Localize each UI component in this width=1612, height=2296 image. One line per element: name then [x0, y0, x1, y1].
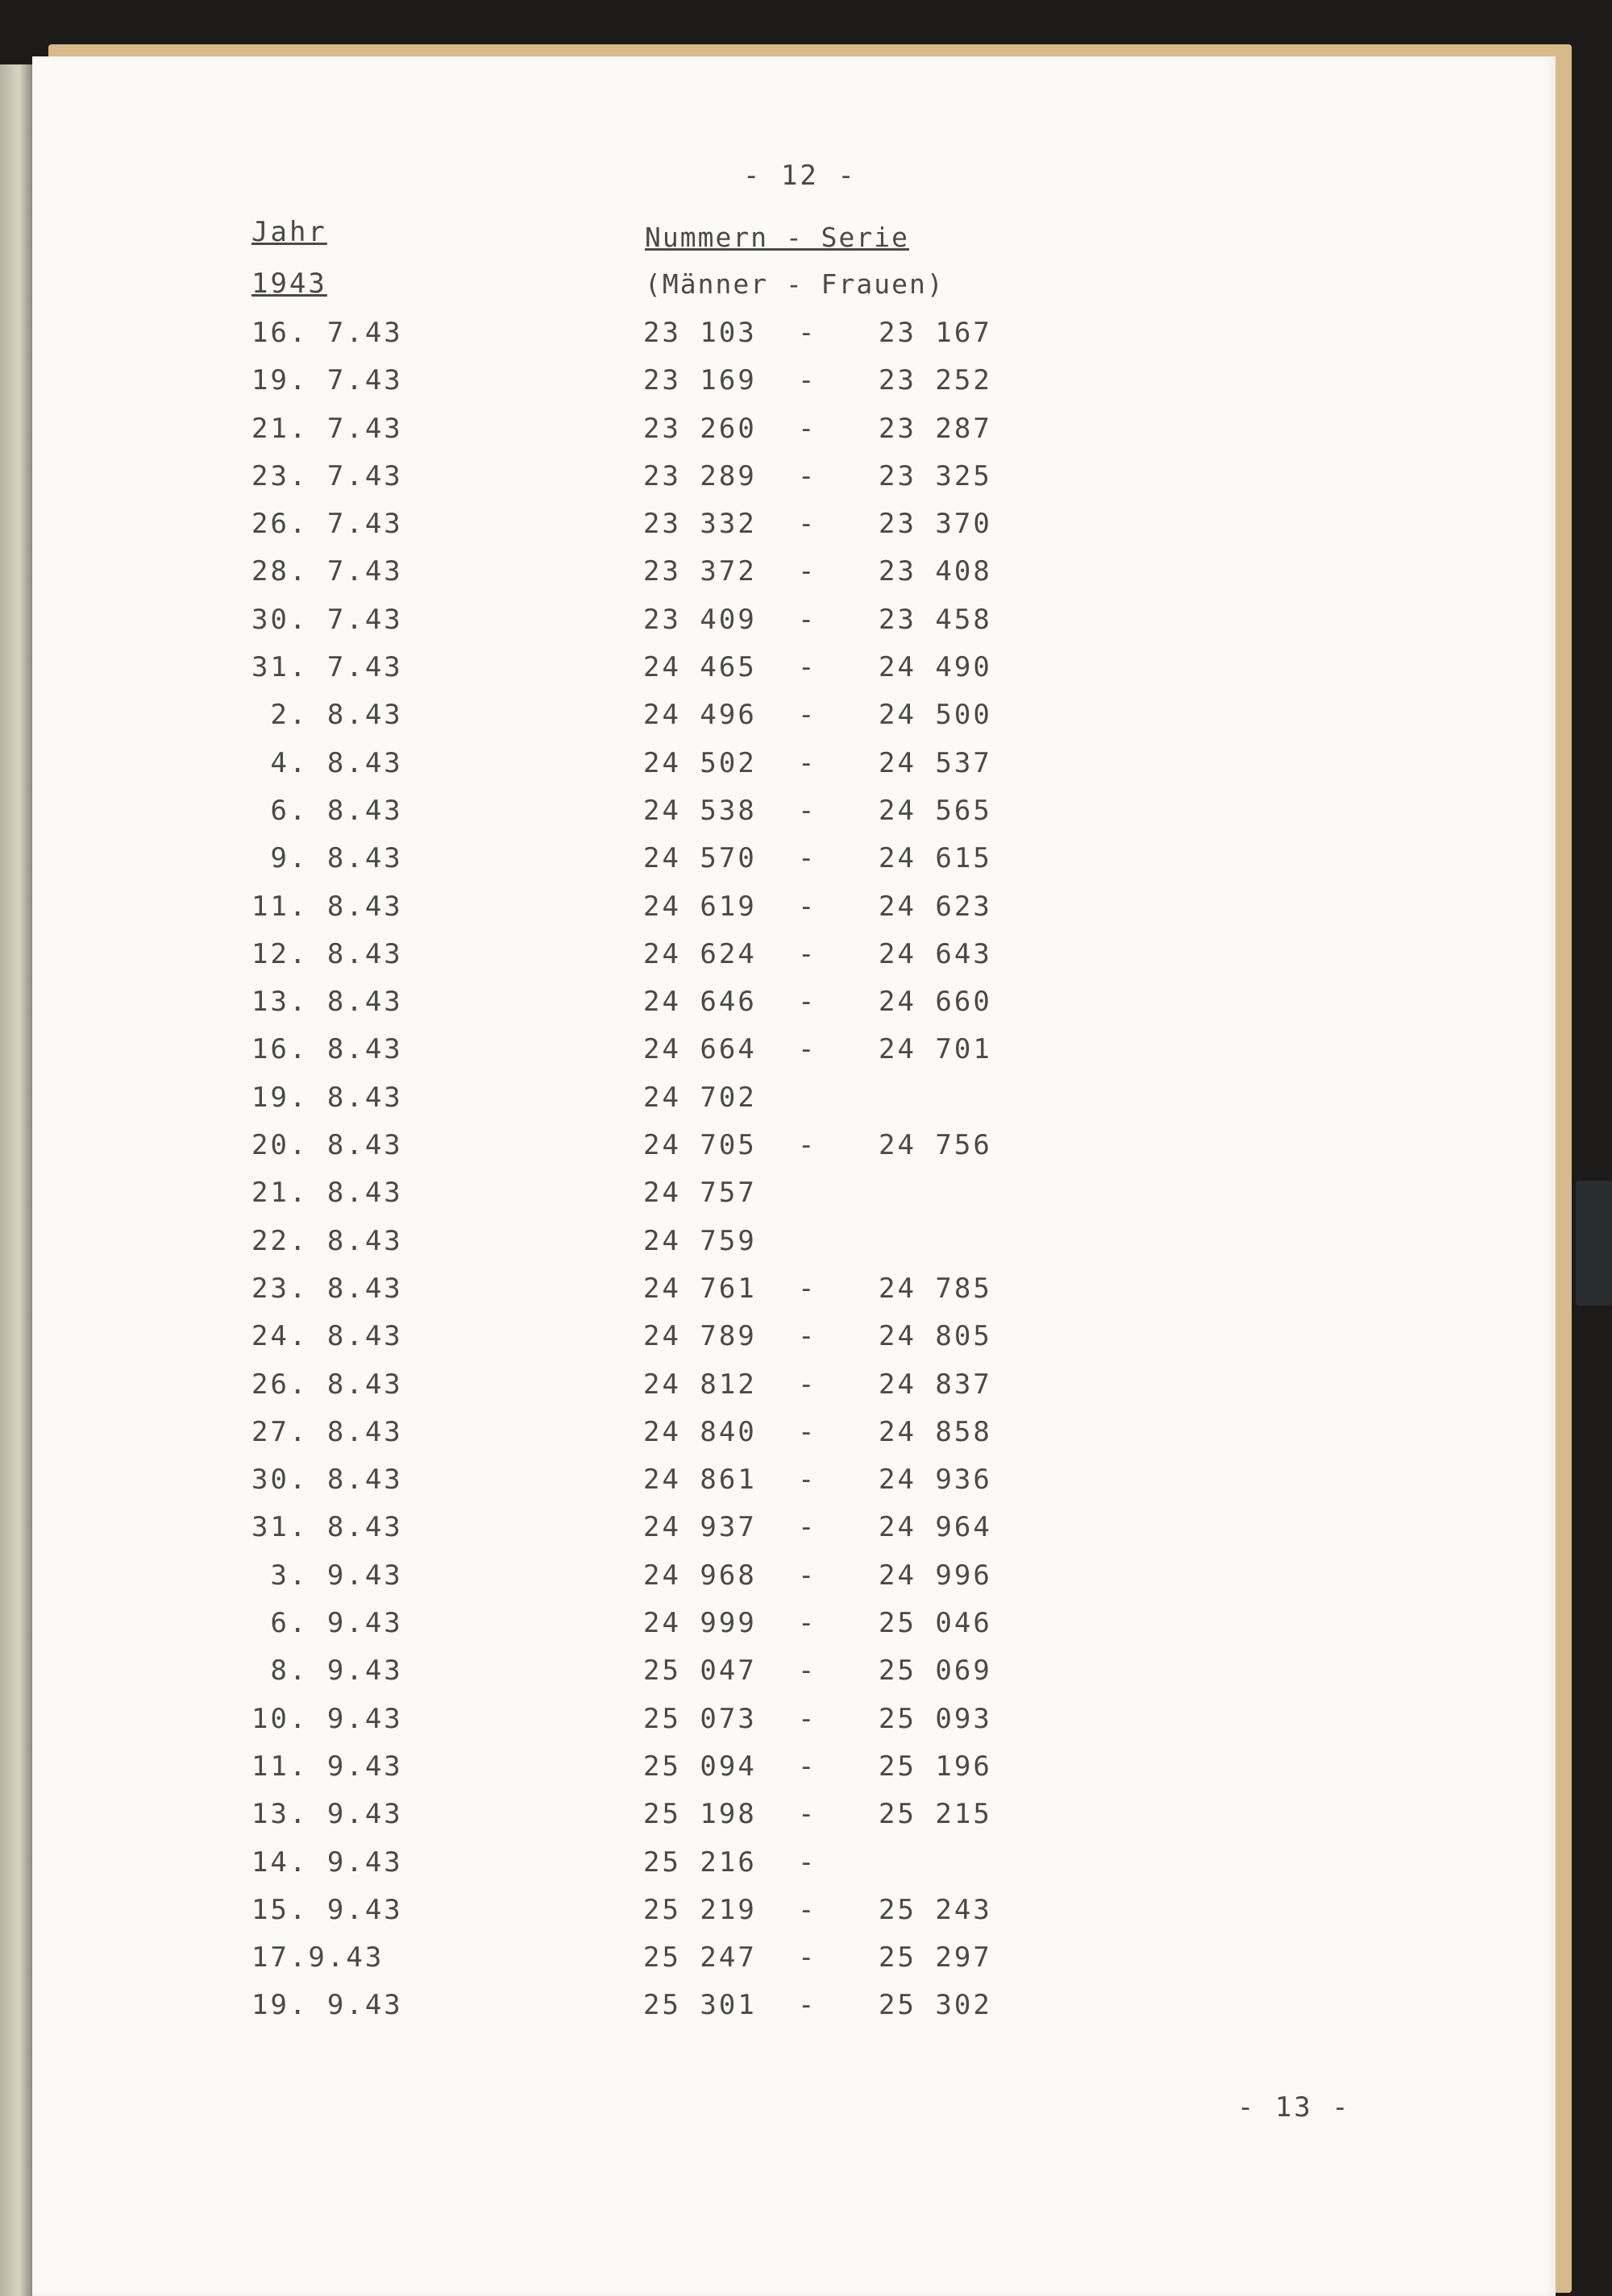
table-row [0, 1033, 1209, 1081]
row-to-number: 24 996 [879, 1559, 992, 1592]
row-date: 20. 8.43 [251, 1129, 403, 1162]
table-row [0, 460, 1209, 508]
row-to-number: 23 167 [879, 317, 992, 349]
row-dash: - [798, 1368, 817, 1401]
row-to-number: 24 805 [879, 1320, 992, 1353]
row-dash: - [798, 699, 817, 732]
row-date: 8. 9.43 [251, 1655, 403, 1688]
row-dash: - [798, 1989, 817, 2022]
row-date: 27. 8.43 [251, 1415, 403, 1448]
row-to-number: 25 243 [879, 1893, 992, 1926]
row-from-number: 24 646 [643, 986, 757, 1019]
table-row [0, 1989, 1209, 2037]
row-dash: - [798, 890, 817, 923]
row-date: 30. 7.43 [251, 603, 403, 636]
row-date: 6. 8.43 [251, 794, 403, 827]
row-from-number: 25 219 [643, 1893, 757, 1926]
row-to-number: 23 408 [879, 555, 992, 588]
binder-tab [1576, 1181, 1612, 1306]
number-series-table [0, 317, 1209, 2037]
table-row [0, 1703, 1209, 1750]
row-date: 11. 9.43 [251, 1750, 403, 1783]
page-number: - 12 - [743, 160, 857, 192]
table-row [0, 795, 1209, 842]
row-to-number: 24 537 [879, 746, 992, 779]
row-to-number: 24 565 [879, 794, 992, 827]
table-row [0, 1607, 1209, 1655]
row-from-number: 24 705 [643, 1129, 757, 1162]
series-subheader: (Männer - Frauen) [645, 268, 945, 300]
row-date: 12. 8.43 [251, 937, 403, 970]
row-dash: - [798, 1464, 817, 1497]
row-from-number: 25 047 [643, 1655, 757, 1688]
row-from-number: 24 861 [643, 1464, 757, 1497]
year-label: 1943 [251, 268, 327, 300]
table-row [0, 1798, 1209, 1846]
row-date: 10. 9.43 [251, 1702, 403, 1735]
row-from-number: 25 073 [643, 1702, 757, 1735]
row-from-number: 23 332 [643, 508, 757, 541]
row-date: 19. 9.43 [251, 1989, 403, 2022]
row-to-number: 24 837 [879, 1368, 992, 1401]
row-to-number: 25 297 [879, 1941, 992, 1974]
row-from-number: 25 216 [643, 1846, 757, 1879]
row-from-number: 25 247 [643, 1941, 757, 1974]
row-to-number: 23 325 [879, 459, 992, 492]
row-from-number: 24 664 [643, 1033, 757, 1066]
table-row [0, 1368, 1209, 1416]
row-dash: - [798, 1893, 817, 1926]
row-to-number: 24 936 [879, 1464, 992, 1497]
row-to-number: 23 252 [879, 364, 992, 397]
row-date: 26. 8.43 [251, 1368, 403, 1401]
row-to-number: 24 785 [879, 1272, 992, 1305]
year-column-header: Jahr [251, 216, 327, 248]
row-dash: - [798, 1320, 817, 1353]
row-dash: - [798, 1033, 817, 1066]
row-date: 21. 7.43 [251, 412, 403, 445]
row-from-number: 24 465 [643, 651, 757, 684]
table-row [0, 1941, 1209, 1989]
table-row [0, 1894, 1209, 1941]
table-row [0, 1177, 1209, 1224]
row-dash: - [798, 1941, 817, 1974]
row-to-number: 23 287 [879, 412, 992, 445]
table-row [0, 1655, 1209, 1702]
row-date: 15. 9.43 [251, 1893, 403, 1926]
table-row [0, 1511, 1209, 1559]
row-from-number: 24 759 [643, 1224, 757, 1257]
row-dash: - [798, 1798, 817, 1831]
row-dash: - [798, 317, 817, 349]
row-date: 19. 7.43 [251, 364, 403, 397]
row-date: 3. 9.43 [251, 1559, 403, 1592]
row-from-number: 23 260 [643, 412, 757, 445]
table-row [0, 1320, 1209, 1368]
row-date: 22. 8.43 [251, 1224, 403, 1257]
table-row [0, 747, 1209, 795]
table-row [0, 891, 1209, 938]
row-to-number: 25 093 [879, 1702, 992, 1735]
row-date: 19. 8.43 [251, 1081, 403, 1114]
row-date: 26. 7.43 [251, 508, 403, 541]
table-row [0, 1750, 1209, 1798]
row-to-number: 24 500 [879, 699, 992, 732]
table-row [0, 1464, 1209, 1511]
row-from-number: 23 372 [643, 555, 757, 588]
row-to-number: 23 370 [879, 508, 992, 541]
row-date: 16. 8.43 [251, 1033, 403, 1066]
table-row [0, 986, 1209, 1033]
row-date: 9. 8.43 [251, 842, 403, 875]
row-from-number: 24 538 [643, 794, 757, 827]
series-column-header: Nummern - Serie [645, 222, 910, 253]
table-row [0, 1082, 1209, 1129]
row-from-number: 25 301 [643, 1989, 757, 2022]
row-from-number: 23 409 [643, 603, 757, 636]
row-dash: - [798, 1415, 817, 1448]
row-to-number: 24 623 [879, 890, 992, 923]
row-date: 11. 8.43 [251, 890, 403, 923]
row-from-number: 24 570 [643, 842, 757, 875]
row-date: 23. 8.43 [251, 1272, 403, 1305]
table-row [0, 1273, 1209, 1320]
row-from-number: 24 496 [643, 699, 757, 732]
row-dash: - [798, 412, 817, 445]
table-row [0, 555, 1209, 603]
table-row [0, 1846, 1209, 1894]
row-date: 16. 7.43 [251, 317, 403, 349]
row-from-number: 24 840 [643, 1415, 757, 1448]
row-to-number: 24 643 [879, 937, 992, 970]
row-date: 6. 9.43 [251, 1607, 403, 1640]
row-to-number: 25 069 [879, 1655, 992, 1688]
row-date: 21. 8.43 [251, 1177, 403, 1210]
table-row [0, 604, 1209, 651]
row-from-number: 25 094 [643, 1750, 757, 1783]
row-to-number: 24 701 [879, 1033, 992, 1066]
row-date: 31. 8.43 [251, 1511, 403, 1544]
row-to-number: 24 660 [879, 986, 992, 1019]
table-row [0, 508, 1209, 555]
row-to-number: 25 302 [879, 1989, 992, 2022]
row-dash: - [798, 364, 817, 397]
table-row [0, 1225, 1209, 1273]
table-row [0, 1559, 1209, 1607]
table-row [0, 938, 1209, 986]
row-from-number: 24 999 [643, 1607, 757, 1640]
row-date: 17.9.43 [251, 1941, 384, 1974]
row-date: 2. 8.43 [251, 699, 403, 732]
row-date: 13. 8.43 [251, 986, 403, 1019]
row-dash: - [798, 842, 817, 875]
row-to-number: 24 490 [879, 651, 992, 684]
row-to-number: 25 046 [879, 1607, 992, 1640]
row-date: 4. 8.43 [251, 746, 403, 779]
row-dash: - [798, 603, 817, 636]
row-from-number: 24 968 [643, 1559, 757, 1592]
table-row [0, 1129, 1209, 1177]
row-date: 13. 9.43 [251, 1798, 403, 1831]
row-from-number: 25 198 [643, 1798, 757, 1831]
row-date: 30. 8.43 [251, 1464, 403, 1497]
row-date: 23. 7.43 [251, 459, 403, 492]
row-to-number: 25 196 [879, 1750, 992, 1783]
row-dash: - [798, 1702, 817, 1735]
row-dash: - [798, 937, 817, 970]
table-row [0, 317, 1209, 364]
row-dash: - [798, 651, 817, 684]
row-dash: - [798, 1846, 817, 1879]
row-dash: - [798, 459, 817, 492]
row-from-number: 24 761 [643, 1272, 757, 1305]
table-row [0, 651, 1209, 699]
row-from-number: 24 789 [643, 1320, 757, 1353]
row-dash: - [798, 1272, 817, 1305]
table-row [0, 1416, 1209, 1464]
table-row [0, 699, 1209, 746]
row-dash: - [798, 555, 817, 588]
row-dash: - [798, 1750, 817, 1783]
row-dash: - [798, 794, 817, 827]
row-from-number: 24 937 [643, 1511, 757, 1544]
row-from-number: 23 103 [643, 317, 757, 349]
row-to-number: 24 964 [879, 1511, 992, 1544]
row-to-number: 24 615 [879, 842, 992, 875]
row-dash: - [798, 746, 817, 779]
row-to-number: 24 858 [879, 1415, 992, 1448]
table-row [0, 413, 1209, 460]
row-dash: - [798, 508, 817, 541]
next-page-number: - 13 - [1237, 2091, 1351, 2124]
row-from-number: 23 169 [643, 364, 757, 397]
row-from-number: 23 289 [643, 459, 757, 492]
row-dash: - [798, 1559, 817, 1592]
row-from-number: 24 812 [643, 1368, 757, 1401]
row-to-number: 25 215 [879, 1798, 992, 1831]
table-row [0, 364, 1209, 412]
row-from-number: 24 619 [643, 890, 757, 923]
row-from-number: 24 757 [643, 1177, 757, 1210]
row-from-number: 24 502 [643, 746, 757, 779]
row-dash: - [798, 986, 817, 1019]
row-date: 24. 8.43 [251, 1320, 403, 1353]
row-from-number: 24 702 [643, 1081, 757, 1114]
row-date: 14. 9.43 [251, 1846, 403, 1879]
row-date: 31. 7.43 [251, 651, 403, 684]
table-row [0, 842, 1209, 890]
row-dash: - [798, 1655, 817, 1688]
row-dash: - [798, 1129, 817, 1162]
row-dash: - [798, 1607, 817, 1640]
row-from-number: 24 624 [643, 937, 757, 970]
row-dash: - [798, 1511, 817, 1544]
row-to-number: 24 756 [879, 1129, 992, 1162]
row-date: 28. 7.43 [251, 555, 403, 588]
row-to-number: 23 458 [879, 603, 992, 636]
